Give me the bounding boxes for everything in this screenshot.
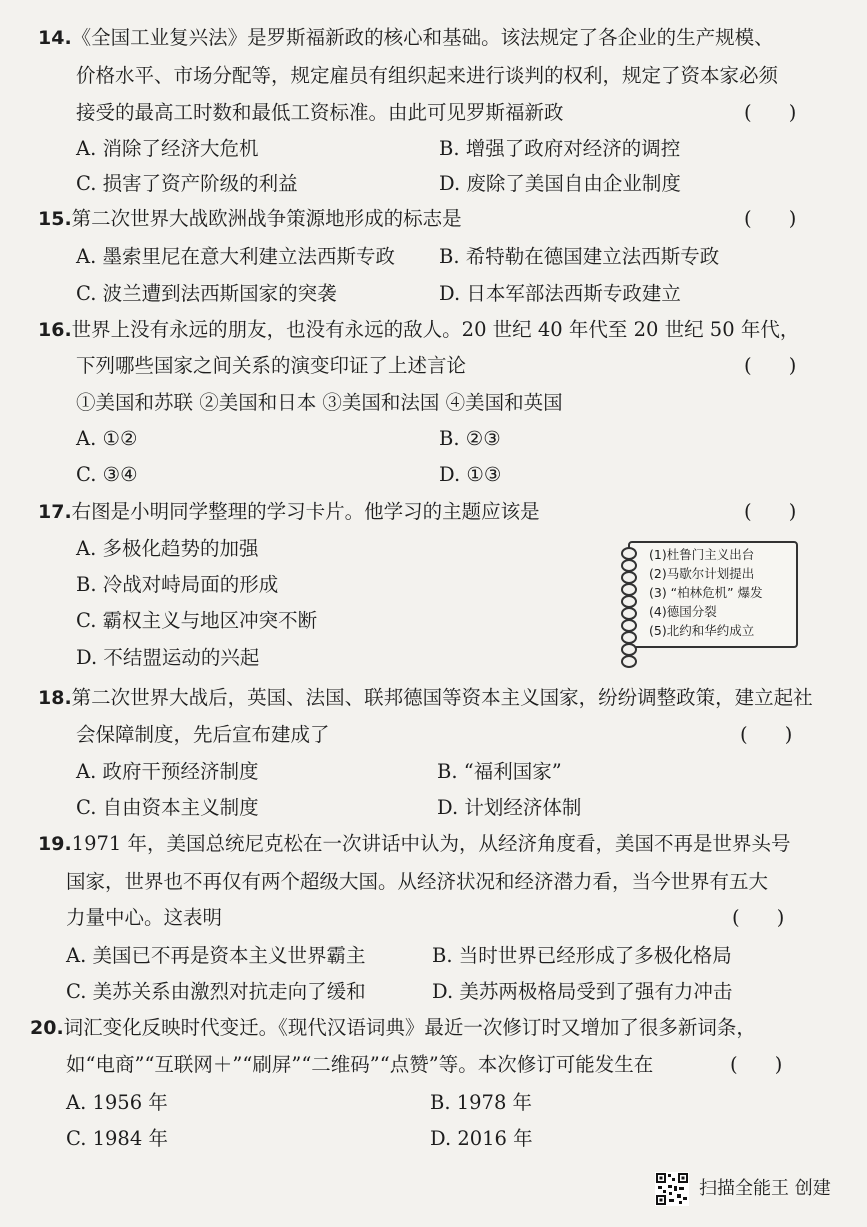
option-d[interactable]: D. 美苏两极格局受到了强有力冲击 xyxy=(432,980,733,1003)
question-number: 19. xyxy=(38,833,72,855)
answer-blank[interactable]: ( ) xyxy=(730,1053,783,1076)
option-c[interactable]: C. 1984 年 xyxy=(66,1127,168,1150)
option-b[interactable]: B. “福利国家” xyxy=(437,760,562,783)
question-text: 右图是小明同学整理的学习卡片。他学习的主题应该是 xyxy=(71,500,540,523)
question-text: 词汇变化反映时代变迁。《现代汉语词典》最近一次修订时又增加了很多新词条， xyxy=(63,1016,756,1039)
option-c[interactable]: C. 霸权主义与地区冲突不断 xyxy=(76,609,318,632)
option-a[interactable]: A. 墨索里尼在意大利建立法西斯专政 xyxy=(76,245,395,268)
option-d[interactable]: D. ①③ xyxy=(439,463,502,486)
option-d[interactable]: D. 计划经济体制 xyxy=(437,796,582,819)
option-c[interactable]: C. 损害了资产阶级的利益 xyxy=(76,172,298,195)
card-item: (2)马歇尔计划提出 xyxy=(649,566,755,581)
qr-code-icon xyxy=(655,1172,689,1206)
scanner-watermark xyxy=(655,1172,860,1212)
question-text: 第二次世界大战欧洲战争策源地形成的标志是 xyxy=(71,207,462,230)
option-d[interactable]: D. 日本军部法西斯专政建立 xyxy=(439,282,681,305)
question-number: 16. xyxy=(38,319,72,341)
answer-blank[interactable]: ( ) xyxy=(744,207,797,230)
option-c[interactable]: C. ③④ xyxy=(76,463,138,486)
question-number: 15. xyxy=(38,208,72,230)
question-text: 价格水平、市场分配等，规定雇员有组织起来进行谈判的权利，规定了资本家必须 xyxy=(76,64,779,87)
card-item: (1)杜鲁门主义出台 xyxy=(649,547,755,562)
option-a[interactable]: A. 多极化趋势的加强 xyxy=(76,537,259,560)
question-text: 如“电商”“互联网＋”“刷屏”“二维码”“点赞”等。本次修订可能发生在 xyxy=(66,1053,654,1076)
question-stem-line xyxy=(30,1016,756,1040)
answer-blank[interactable]: ( ) xyxy=(744,101,797,124)
option-b[interactable]: B. 1978 年 xyxy=(430,1091,533,1114)
question-number: 17. xyxy=(38,501,72,523)
option-b[interactable]: B. ②③ xyxy=(439,427,501,450)
question-text: 力量中心。这表明 xyxy=(66,906,223,929)
question-text: 第二次世界大战后，英国、法国、联邦德国等资本主义国家，纷纷调整政策，建立起社 xyxy=(71,686,813,709)
answer-blank[interactable]: ( ) xyxy=(744,500,797,523)
spiral-binding-icon xyxy=(621,547,637,667)
question-text: 《全国工业复兴法》是罗斯福新政的核心和基础。该法规定了各企业的生产规模、 xyxy=(71,26,774,49)
option-c[interactable]: C. 美苏关系由激烈对抗走向了缓和 xyxy=(66,980,366,1003)
option-d[interactable]: D. 废除了美国自由企业制度 xyxy=(439,172,681,195)
question-text: 世界上没有永远的朋友，也没有永远的敌人。20 世纪 40 年代至 20 世纪 50 年代， xyxy=(71,318,800,341)
answer-blank[interactable]: ( ) xyxy=(744,354,797,377)
question-stem-line xyxy=(38,832,791,856)
option-a[interactable]: A. 1956 年 xyxy=(66,1091,168,1114)
card-item: (3) “柏林危机” 爆发 xyxy=(649,585,763,600)
question-text: 下列哪些国家之间关系的演变印证了上述言论 xyxy=(76,354,467,377)
question-text: 会保障制度，先后宣布建成了 xyxy=(76,723,330,746)
option-a[interactable]: A. 消除了经济大危机 xyxy=(76,137,259,160)
answer-blank[interactable]: ( ) xyxy=(732,906,785,929)
question-number: 18. xyxy=(38,687,72,709)
question-stem-line xyxy=(38,207,462,231)
question-stem-line xyxy=(38,500,540,524)
question-text: 接受的最高工时数和最低工资标准。由此可见罗斯福新政 xyxy=(76,101,564,124)
option-d[interactable]: D. 2016 年 xyxy=(430,1127,533,1150)
option-c[interactable]: C. 自由资本主义制度 xyxy=(76,796,259,819)
option-b[interactable]: B. 当时世界已经形成了多极化格局 xyxy=(432,944,732,967)
card-item: (5)北约和华约成立 xyxy=(649,623,755,638)
question-number: 14. xyxy=(38,27,72,49)
question-stem-line xyxy=(38,318,799,342)
option-b[interactable]: B. 冷战对峙局面的形成 xyxy=(76,573,279,596)
option-b[interactable]: B. 希特勒在德国建立法西斯专政 xyxy=(439,245,720,268)
answer-blank[interactable]: ( ) xyxy=(740,723,793,746)
option-c[interactable]: C. 波兰遭到法西斯国家的突袭 xyxy=(76,282,337,305)
card-item: (4)德国分裂 xyxy=(649,604,717,619)
watermark-text: 扫描全能王 创建 xyxy=(699,1178,831,1199)
question-stem-line xyxy=(38,686,813,710)
study-card xyxy=(628,541,798,648)
question-choices-list: ①美国和苏联 ②美国和日本 ③美国和法国 ④美国和英国 xyxy=(76,391,563,414)
question-number: 20. xyxy=(30,1017,64,1039)
question-text: 国家，世界也不再仅有两个超级大国。从经济状况和经济潜力看，当今世界有五大 xyxy=(66,870,769,893)
question-stem-line xyxy=(38,26,774,50)
option-b[interactable]: B. 增强了政府对经济的调控 xyxy=(439,137,681,160)
option-a[interactable]: A. ①② xyxy=(76,427,138,450)
option-d[interactable]: D. 不结盟运动的兴起 xyxy=(76,646,260,669)
option-a[interactable]: A. 美国已不再是资本主义世界霸主 xyxy=(66,944,366,967)
option-a[interactable]: A. 政府干预经济制度 xyxy=(76,760,259,783)
question-text: 1971 年，美国总统尼克松在一次讲话中认为，从经济角度看，美国不再是世界头号 xyxy=(71,832,791,855)
